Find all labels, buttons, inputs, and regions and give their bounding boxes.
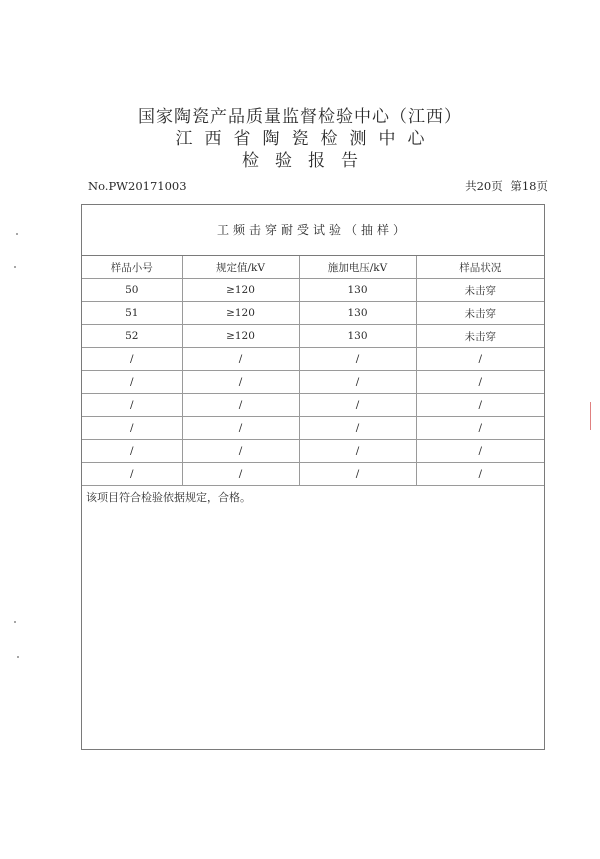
center-title: 江西省陶瓷检测中心 <box>175 129 437 149</box>
scan-speck <box>17 656 19 658</box>
table-cell: 50 <box>82 279 182 302</box>
table-cell: 未击穿 <box>416 279 544 302</box>
table-cell: / <box>299 440 416 463</box>
table-header-row <box>82 256 544 279</box>
table-cell: 未击穿 <box>416 325 544 348</box>
table-cell: 130 <box>299 325 416 348</box>
column-header: 样品状况 <box>416 256 544 279</box>
table-cell: ≥120 <box>182 279 299 302</box>
conclusion-text: 该项目符合检验依据规定，合格。 <box>86 491 251 504</box>
table-row <box>82 371 544 394</box>
table-cell: / <box>182 348 299 371</box>
table-cell: / <box>82 348 182 371</box>
table-cell: / <box>299 371 416 394</box>
table-cell: / <box>82 440 182 463</box>
column-header: 规定值/kV <box>182 256 299 279</box>
column-header: 样品小号 <box>82 256 182 279</box>
table-cell: / <box>299 417 416 440</box>
institution-title: 国家陶瓷产品质量监督检验中心（江西） <box>138 107 462 127</box>
scan-speck <box>14 266 16 268</box>
report-number: No.PW20171003 <box>88 179 187 193</box>
table-cell: / <box>416 440 544 463</box>
table-cell: / <box>82 394 182 417</box>
column-header: 施加电压/kV <box>299 256 416 279</box>
results-table <box>82 256 544 486</box>
table-row <box>82 417 544 440</box>
table-cell: 未击穿 <box>416 302 544 325</box>
table-cell: / <box>416 371 544 394</box>
table-cell: / <box>82 417 182 440</box>
table-cell: / <box>182 463 299 486</box>
table-cell: 130 <box>299 279 416 302</box>
table-cell: / <box>416 417 544 440</box>
scan-speck <box>16 233 18 235</box>
table-cell: / <box>182 371 299 394</box>
table-cell: / <box>299 348 416 371</box>
table-cell: / <box>82 463 182 486</box>
table-cell: / <box>299 463 416 486</box>
table-row <box>82 279 544 302</box>
report-title: 检验报告 <box>242 151 374 171</box>
page-indicator: 共20页 第18页 <box>465 179 548 193</box>
report-frame <box>81 204 545 750</box>
table-cell: 51 <box>82 302 182 325</box>
test-title: 工频击穿耐受试验（抽样） <box>82 205 544 256</box>
table-cell: / <box>82 371 182 394</box>
margin-mark <box>590 402 591 430</box>
table-cell: 130 <box>299 302 416 325</box>
table-cell: / <box>416 348 544 371</box>
table-row <box>82 394 544 417</box>
table-cell: 52 <box>82 325 182 348</box>
table-cell: / <box>416 463 544 486</box>
table-cell: / <box>182 440 299 463</box>
table-cell: ≥120 <box>182 302 299 325</box>
table-row <box>82 302 544 325</box>
table-cell: / <box>182 417 299 440</box>
table-row <box>82 463 544 486</box>
table-row <box>82 325 544 348</box>
table-row <box>82 348 544 371</box>
table-row <box>82 440 544 463</box>
table-cell: / <box>416 394 544 417</box>
table-cell: / <box>182 394 299 417</box>
table-cell: ≥120 <box>182 325 299 348</box>
scan-speck <box>14 621 16 623</box>
table-cell: / <box>299 394 416 417</box>
